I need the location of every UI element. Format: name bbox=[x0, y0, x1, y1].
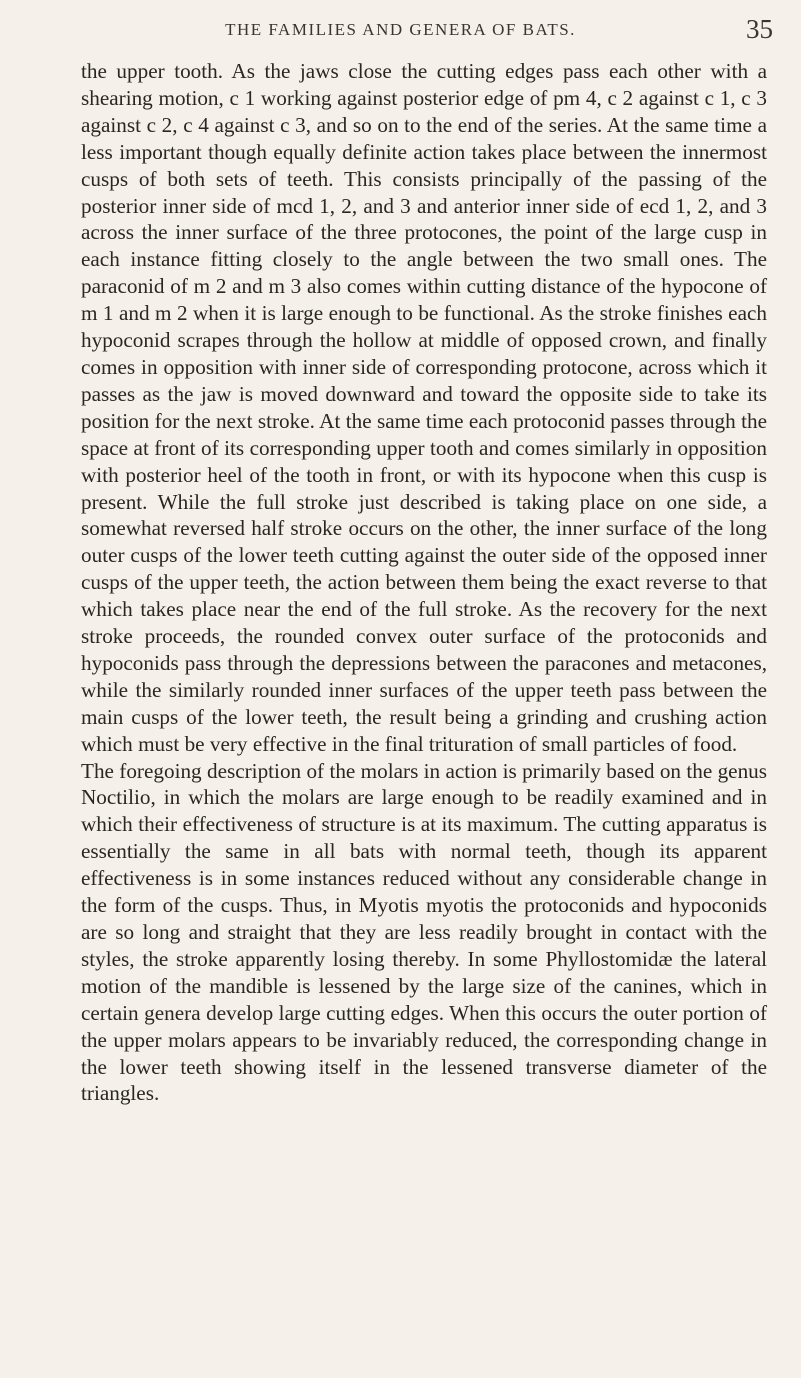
running-head bbox=[0, 14, 801, 50]
page-number: 35 bbox=[746, 14, 773, 44]
body-text bbox=[81, 58, 767, 1107]
running-title: THE FAMILIES AND GENERA OF BATS. bbox=[225, 20, 576, 39]
paragraph-1: the upper tooth. As the jaws close the cutting edges pass each other with a shearing motion, c 1 working against posterior edge of pm 4, c 2 against c 1, c 3 against c 2, c 4 against c 3, and so on to the end of the series. At the same time a less important though equally definite action takes place between the innermost cusps of both sets of teeth. This consists principally of the passing of the posterior inner side of mcd 1, 2, and 3 and anterior inner side of ecd 1, 2, and 3 across the inner surface of the three protocones, the point of the large cusp in each instance fitting closely to the angle between the two small ones. The paraconid of m 2 and m 3 also comes within cutting distance of the hypocone of m 1 and m 2 when it is large enough to be functional. As the stroke finishes each hypoconid scrapes through the hollow at middle of opposed crown, and finally comes in opposition with inner side of corresponding protocone, across which it passes as the jaw is moved downward and toward the opposite side to take its position for the next stroke. At the same time each protoconid passes through the space at front of its corresponding upper tooth and comes similarly in opposition with posterior heel of the tooth in front, or with its hypocone when this cusp is present. While the full stroke just described is taking place on one side, a somewhat reversed half stroke occurs on the other, the inner surface of the long outer cusps of the lower teeth cutting against the outer side of the opposed inner cusps of the upper teeth, the action between them being the exact reverse to that which takes place near the end of the full stroke. As the recovery for the next stroke proceeds, the rounded convex outer surface of the protoconids and hypoconids pass through the depressions between the paracones and metacones, while the similarly rounded inner surfaces of the upper teeth pass between the main cusps of the lower teeth, the result being a grinding and crushing action which must be very effective in the final trituration of small particles of food. bbox=[81, 59, 767, 756]
paragraph-2: The foregoing description of the molars in action is primarily based on the genus Noctilio, in which the molars are large enough to be readily examined and in which their effectiveness of structure is at its maximum. The cutting apparatus is essentially the same in all bats with normal teeth, though its apparent effectiveness is in some instances reduced without any considerable change in the form of the cusps. Thus, in Myotis myotis the protoconids and hypoconids are so long and straight that they are less readily brought in contact with the styles, the stroke apparently losing thereby. In some Phyllostomidæ the lateral motion of the mandible is lessened by the large size of the canines, which in certain genera develop large cutting edges. When this occurs the outer portion of the upper molars appears to be invariably reduced, the corresponding change in the lower teeth showing itself in the lessened transverse diameter of the triangles. bbox=[81, 758, 767, 1106]
